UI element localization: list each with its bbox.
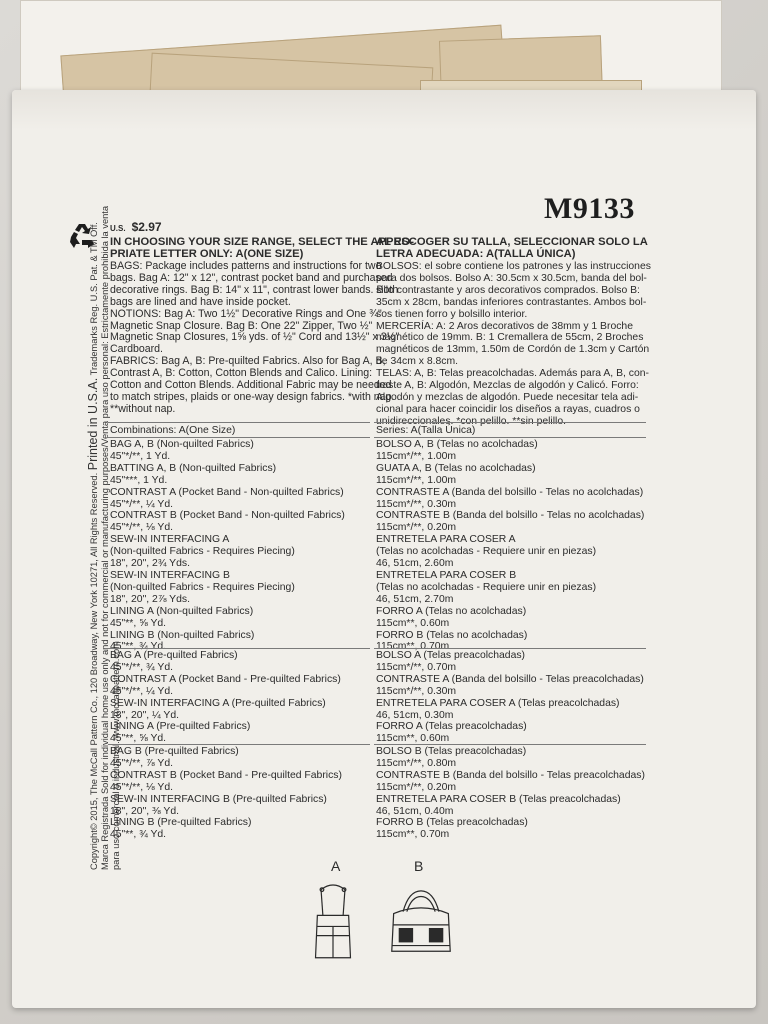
spanish-line: de 34cm x 8.8cm. (376, 356, 459, 368)
series-header: Series: A(Talla Única) (376, 425, 476, 436)
english-yardage-group-2 (110, 650, 341, 745)
divider (108, 744, 370, 745)
yardage-line: 46, 51cm, 0.30m (376, 709, 454, 721)
yardage-line: BAG B (Pre-quilted Fabrics) (110, 746, 239, 757)
spanish-heading (376, 237, 648, 261)
yardage-line: LINING B (Pre-quilted Fabrics) (110, 817, 252, 829)
combinations-header: Combinations: A(One Size) (110, 425, 236, 436)
spanish-yardage-group-2 (376, 650, 644, 745)
spanish-line: cional para hacer coincidir los diseños a rayas, cuadros o (376, 403, 640, 415)
yardage-line: 45"*/**, ⅞ Yd. (110, 757, 173, 769)
yardage-line: CONTRAST B (Pocket Band - Non-quilted Fabrics) (110, 510, 345, 522)
divider (108, 437, 370, 438)
duffel-bag-icon (388, 880, 454, 964)
yardage-line: 115cm*/**, 1.00m (376, 450, 457, 462)
spanish-line: Algodón y mezclas de algodón. Puede necesitar tela adi- (376, 391, 639, 403)
yardage-line: ENTRETELA PARA COSER B (Telas preacolchadas) (376, 793, 621, 805)
printed-in-usa: Printed in U.S.A. (86, 377, 100, 471)
yardage-line: (Non-quilted Fabrics - Requires Piecing) (110, 546, 295, 558)
english-line: **without nap. (110, 402, 176, 415)
yardage-line: CONTRAST A (Pocket Band - Non-quilted Fabrics) (110, 486, 344, 498)
divider (374, 422, 646, 423)
yardage-line: 45"***, 1 Yd. (110, 474, 168, 486)
yardage-line: 45"*/**, ¼ Yd. (110, 498, 173, 510)
english-line: Cotton and Cotton Blends. Additional Fabric may be needed (110, 379, 392, 392)
yardage-line: GUATA A, B (Telas no acolchadas) (376, 462, 536, 474)
yardage-line: (Non-quilted Fabrics - Requires Piecing) (110, 581, 295, 593)
spanish-line: magnéticos de 13mm, 1.50m de Cordón de 1.3cm y Cartón (376, 344, 650, 356)
english-line: Cardboard. (110, 343, 163, 356)
yardage-line: 115cm**, 0.70m (376, 641, 450, 653)
yardage-line: BOLSO B (Telas preacolchadas) (376, 746, 527, 757)
yardage-line: FORRO B (Telas preacolchadas) (376, 817, 528, 829)
yardage-line: 18", 20", ⅜ Yd. (110, 805, 180, 817)
yardage-line: 115cm**, 0.60m (376, 617, 450, 629)
english-line: Contrast A, B: Cotton, Cotton Blends and Calico. Lining: (110, 367, 373, 380)
yardage-line: 115cm*/**, 0.20m (376, 781, 457, 793)
copyright-line: Copyright© 2015, The McCall Pattern Co., 120 Broadway, New York 10271, All Rights Reserved. (89, 472, 99, 870)
spanish-line: sos tienen forro y bolsillo interior. (376, 308, 528, 320)
spanish-line: traste A, B: Algodón, Mezclas de algodón y Calicó. Forro: (376, 380, 639, 392)
yardage-line: 45"*/**, ⅛ Yd. (110, 781, 173, 793)
english-line: bags are lined and have inside pocket. (110, 295, 291, 308)
yardage-line: ENTRETELA PARA COSER A (Telas preacolchadas) (376, 697, 620, 709)
divider (108, 648, 370, 649)
yardage-line: (Telas no acolchadas - Requiere unir en piezas) (376, 546, 597, 558)
spanish-line: BOLSOS: el sobre contiene los patrones y las instrucciones (376, 261, 651, 272)
spanish-heading-line: AL ESCOGER SU TALLA, SELECCIONAR SOLO LA (376, 236, 648, 248)
spanish-line: magnético de 19mm. B: 1 Cremallera de 55cm, 2 Broches (376, 332, 644, 344)
yardage-line: 115cm*/**, 1.00m (376, 474, 457, 486)
english-description (110, 261, 399, 416)
yardage-line: BATTING A, B (Non-quilted Fabrics) (110, 462, 277, 474)
yardage-line: LINING A (Pre-quilted Fabrics) (110, 721, 251, 733)
yardage-line: CONTRASTE B (Banda del bolsillo - Telas no acolchadas) (376, 510, 645, 522)
yardage-line: 115cm**, 0.60m (376, 733, 450, 745)
yardage-line: SEW-IN INTERFACING B (110, 569, 230, 581)
spanish-line: TELAS: A, B: Telas preacolchadas. Además para A, B, con- (376, 368, 650, 380)
tote-bag-icon (310, 874, 356, 966)
english-yardage-group-1 (110, 439, 345, 653)
yardage-line: FORRO A (Telas no acolchadas) (376, 605, 527, 617)
spanish-line: unidireccionales. *con pelillo. **sin pelillo. (376, 415, 567, 427)
yardage-line: LINING A (Non-quilted Fabrics) (110, 605, 254, 617)
yardage-line: CONTRASTE B (Banda del bolsillo - Telas preacolchadas) (376, 769, 645, 781)
yardage-line: 46, 51cm, 2.70m (376, 593, 454, 605)
yardage-line: SEW-IN INTERFACING B (Pre-quilted Fabrics) (110, 793, 327, 805)
spanish-yardage-group-1 (376, 439, 644, 653)
spanish-line: MERCERÍA: A: 2 Aros decorativos de 38mm y 1 Broche (376, 320, 633, 332)
english-heading-line: PRIATE LETTER ONLY: A(ONE SIZE) (110, 247, 304, 260)
view-b-label: B (414, 858, 424, 874)
yardage-line: CONTRASTE A (Banda del bolsillo - Telas preacolchadas) (376, 673, 644, 685)
english-heading (110, 237, 414, 261)
spanish-line: para dos bolsos. Bolso A: 30.5cm x 30.5cm, banda del bol- (376, 272, 647, 284)
price-prefix: U.S. (110, 224, 126, 233)
view-a-label: A (331, 858, 341, 874)
english-heading-line: IN CHOOSING YOUR SIZE RANGE, SELECT THE APPRO- (110, 236, 414, 248)
yardage-line: 46, 51cm, 2.60m (376, 558, 454, 570)
yardage-line: 18", 20", 2⅞ Yds. (110, 593, 190, 605)
usage-restriction-line: Marca Registrada Sold for individual home use only and not for commercial or manufacturing purposes/Venta para uso personal: Estrictamente prohibida la venta (100, 205, 110, 870)
divider (374, 744, 646, 745)
trademark-line: Trademarks Reg. U.S. Pat. & TM Off. (89, 222, 99, 376)
yardage-line: (Telas no acolchadas - Requiere unir en piezas) (376, 581, 597, 593)
divider (108, 422, 370, 423)
yardage-line: 45"**, ¾ Yd. (110, 641, 167, 653)
yardage-line: LINING B (Non-quilted Fabrics) (110, 629, 255, 641)
english-line: NOTIONS: Bag A: Two 1½" Decorative Rings and One ¾" (110, 307, 382, 320)
spanish-heading-line: LETRA ADECUADA: A(TALLA ÚNICA) (376, 247, 576, 260)
yardage-line: 115cm*/**, 0.80m (376, 757, 457, 769)
english-line: Magnetic Snap Closures, 1⅝ yds. of ½" Cord and 13½" x 3½" (110, 331, 400, 344)
yardage-line: BOLSO A, B (Telas no acolchadas) (376, 439, 538, 450)
english-line: BAGS: Package includes patterns and instructions for two (110, 260, 382, 272)
yardage-line: 45"*/**, ¼ Yd. (110, 685, 173, 697)
yardage-line: ENTRETELA PARA COSER A (376, 534, 516, 546)
yardage-line: BAG A, B (Non-quilted Fabrics) (110, 439, 254, 450)
english-line: bags. Bag A: 12" x 12", contrast pocket band and purchased (110, 271, 393, 284)
yardage-line: 45"**, ¾ Yd. (110, 829, 167, 841)
spanish-description (376, 261, 651, 428)
website-line: para uso comercial o industrial. www.mccallpattern.com (111, 641, 121, 870)
yardage-line: 18", 20", 2¾ Yds. (110, 558, 190, 570)
spanish-yardage-group-3 (376, 746, 645, 841)
yardage-line: 45"*/**, 1 Yd. (110, 450, 171, 462)
divider (374, 648, 646, 649)
yardage-line: BOLSO A (Telas preacolchadas) (376, 650, 526, 661)
yardage-line: 45"**, ⅝ Yd. (110, 733, 167, 745)
yardage-line: 115cm**, 0.70m (376, 829, 450, 841)
divider (374, 437, 646, 438)
yardage-line: 18", 20", ¼ Yd. (110, 709, 180, 721)
spanish-line: sillo contrastante y aros decorativos comprados. Bolso B: (376, 284, 640, 296)
yardage-line: 115cm*/**, 0.30m (376, 685, 457, 697)
english-yardage-group-3 (110, 746, 342, 841)
yardage-line: SEW-IN INTERFACING A (Pre-quilted Fabrics) (110, 697, 326, 709)
yardage-line: 45"**, ⅝ Yd. (110, 617, 167, 629)
yardage-line: ENTRETELA PARA COSER B (376, 569, 517, 581)
yardage-line: CONTRAST A (Pocket Band - Pre-quilted Fabrics) (110, 673, 341, 685)
pattern-number: M9133 (544, 192, 635, 225)
price-value: $2.97 (131, 220, 162, 234)
yardage-line: BAG A (Pre-quilted Fabrics) (110, 650, 238, 661)
yardage-line: 115cm*/**, 0.30m (376, 498, 457, 510)
yardage-line: SEW-IN INTERFACING A (110, 534, 230, 546)
english-line: to match stripes, plaids or one-way design fabrics. *with nap. (110, 390, 395, 403)
english-line: Magnetic Snap Closure. Bag B: One 22" Zipper, Two ½" (110, 319, 373, 332)
yardage-line: CONTRAST B (Pocket Band - Pre-quilted Fabrics) (110, 769, 342, 781)
yardage-line: CONTRASTE A (Banda del bolsillo - Telas no acolchadas) (376, 486, 644, 498)
english-line: FABRICS: Bag A, B: Pre-quilted Fabrics. Also for Bag A, B, (110, 355, 386, 368)
spanish-line: 35cm x 28cm, bandas inferiores contrastantes. Ambos bol- (376, 296, 647, 308)
yardage-line: 46, 51cm, 0.40m (376, 805, 454, 817)
yardage-line: 45"*/**, ¾ Yd. (110, 661, 173, 673)
english-line: decorative rings. Bag B: 14" x 11", contrast lower bands. Both (110, 283, 399, 296)
yardage-line: 45"*/**, ⅛ Yd. (110, 522, 173, 534)
yardage-line: 115cm*/**, 0.70m (376, 661, 457, 673)
yardage-line: 115cm*/**, 0.20m (376, 522, 457, 534)
yardage-line: FORRO B (Telas no acolchadas) (376, 629, 528, 641)
yardage-line: FORRO A (Telas preacolchadas) (376, 721, 527, 733)
